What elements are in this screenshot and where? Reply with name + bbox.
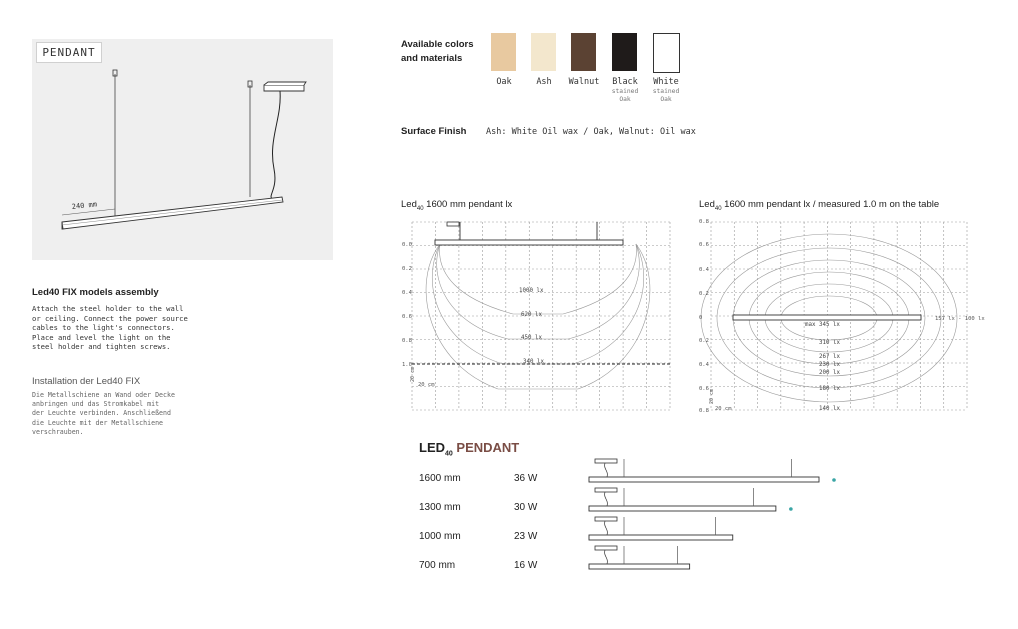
pendant-cable bbox=[605, 521, 608, 535]
y-tick-label: 0.8 bbox=[699, 408, 709, 414]
swatch-black[interactable] bbox=[612, 33, 637, 71]
y-tick-label: 0.2 bbox=[699, 338, 709, 344]
pendant-length: 1600 mm bbox=[419, 473, 461, 484]
contour-label: 620 lx bbox=[521, 312, 542, 318]
pendant-canopy bbox=[595, 459, 617, 463]
contour-label: max 345 lx bbox=[805, 322, 840, 328]
contour-label: 230 lx bbox=[819, 362, 840, 368]
contour-label: 340 lx bbox=[523, 359, 544, 365]
y-tick-label: 0.6 bbox=[699, 242, 709, 248]
contour-label: 200 lx bbox=[819, 370, 840, 376]
pendant-bar bbox=[589, 564, 690, 569]
finish-value: Ash: White Oil wax / Oak, Walnut: Oil wax bbox=[486, 127, 696, 137]
assembly-title: Led40 FIX models assembly bbox=[32, 287, 159, 298]
pendant-cable bbox=[605, 492, 608, 506]
dimension-label: 240 mm bbox=[71, 200, 98, 211]
pendant-drawing bbox=[589, 488, 793, 511]
pendant-drawing bbox=[589, 459, 836, 482]
pendant-power: 16 W bbox=[514, 560, 538, 571]
swatch-label: Ash bbox=[536, 77, 552, 87]
contour-label: 140 lx bbox=[819, 406, 840, 412]
y-tick-label: 0.2 bbox=[699, 291, 709, 297]
pendant-bar bbox=[589, 477, 819, 482]
pendant-bar bbox=[589, 506, 776, 511]
right-chart-title: Led$_{40}$ 1600 mm pendant lx / measured 1.0 m on the table bbox=[699, 199, 940, 212]
installation-title: Installation der Led40 FIX bbox=[32, 376, 141, 387]
swatch-label: Walnut bbox=[568, 77, 600, 87]
pendant-power: 30 W bbox=[514, 502, 538, 513]
swatch-label: Oak bbox=[496, 77, 512, 87]
pendant-canopy bbox=[595, 488, 617, 492]
y-tick-label: 0.4 bbox=[699, 362, 709, 368]
pendant-drawing bbox=[589, 517, 733, 540]
swatch-sublabel: stained Oak bbox=[611, 88, 639, 103]
y-tick-label: 0.2 bbox=[402, 266, 412, 272]
materials-label-line1: Available colors bbox=[401, 39, 474, 50]
pendant-size-drawings bbox=[585, 455, 845, 580]
accent-dot bbox=[789, 507, 793, 511]
pendant-cable bbox=[605, 463, 608, 477]
y-tick-label: 0.6 bbox=[402, 314, 412, 320]
swatch-ash[interactable] bbox=[531, 33, 556, 71]
left-scale-label: 20 cm bbox=[418, 382, 435, 388]
pendant-power: 23 W bbox=[514, 531, 538, 542]
pendant-length: 1000 mm bbox=[419, 531, 461, 542]
pendant-power: 36 W bbox=[514, 473, 538, 484]
pendant-bar bbox=[589, 535, 733, 540]
swatch-walnut[interactable] bbox=[571, 33, 596, 71]
y-tick-label: 0 bbox=[699, 315, 703, 321]
right-scale-label: 20 cm bbox=[715, 406, 732, 412]
swatch-sublabel: stained Oak bbox=[652, 88, 680, 103]
y-tick-label: 0.6 bbox=[699, 386, 709, 392]
product-tag: PENDANT bbox=[36, 42, 102, 63]
contour-label: 310 lx bbox=[819, 340, 840, 346]
contour-label: 180 lx bbox=[819, 386, 840, 392]
swatch-label: White bbox=[653, 77, 679, 87]
accent-dot bbox=[832, 478, 836, 482]
pendant-cable bbox=[605, 550, 608, 564]
swatch-white[interactable] bbox=[653, 33, 680, 73]
pendant-length: 700 mm bbox=[419, 560, 456, 571]
y-tick-label: 0.0 bbox=[402, 242, 412, 248]
right-scale-side: 20 cm bbox=[709, 388, 715, 404]
y-tick-label: 0.8 bbox=[402, 338, 412, 344]
left-chart-title: Led$_{40}$ 1600 mm pendant lx bbox=[401, 199, 513, 212]
swatch-label: Black bbox=[612, 77, 638, 87]
y-tick-label: 0.4 bbox=[699, 267, 709, 273]
left-scale-side: 20 cm bbox=[410, 366, 416, 382]
pendant-table-title: $LED_{40}$ PENDANT bbox=[419, 440, 520, 458]
pendant-canopy bbox=[595, 517, 617, 521]
contour-label: 450 lx bbox=[521, 335, 542, 341]
pendant-length: 1300 mm bbox=[419, 502, 461, 513]
pendant-drawing bbox=[589, 546, 690, 569]
assembly-text: Attach the steel holder to the wall or ceiling. Connect the power source cables to the light's connectors. Place and level the light on the steel holder and tighten screws. bbox=[32, 304, 188, 352]
swatch-oak[interactable] bbox=[491, 33, 516, 71]
installation-text: Die Metallschiene an Wand oder Decke anbringen und das Stromkabel mit der Leuchte verbinden. Anschließend die Leuchte mit der Metallschiene verschrauben. bbox=[32, 391, 175, 436]
materials-label-line2: and materials bbox=[401, 53, 463, 64]
y-tick-label: 0.4 bbox=[402, 290, 412, 296]
y-tick-label: 1.0 bbox=[402, 362, 412, 368]
finish-label: Surface Finish bbox=[401, 126, 467, 137]
pendant-lamp-illustration bbox=[32, 39, 333, 260]
y-tick-label: 0.8 bbox=[699, 219, 709, 225]
left-lux-diagram bbox=[398, 214, 678, 416]
right-lux-diagram bbox=[697, 214, 997, 416]
contour-label: 267 lx bbox=[819, 354, 840, 360]
pendant-canopy bbox=[595, 546, 617, 550]
right-side-label: 157 lx - 100 lx bbox=[935, 316, 985, 322]
contour-label: 1000 lx bbox=[519, 288, 544, 294]
